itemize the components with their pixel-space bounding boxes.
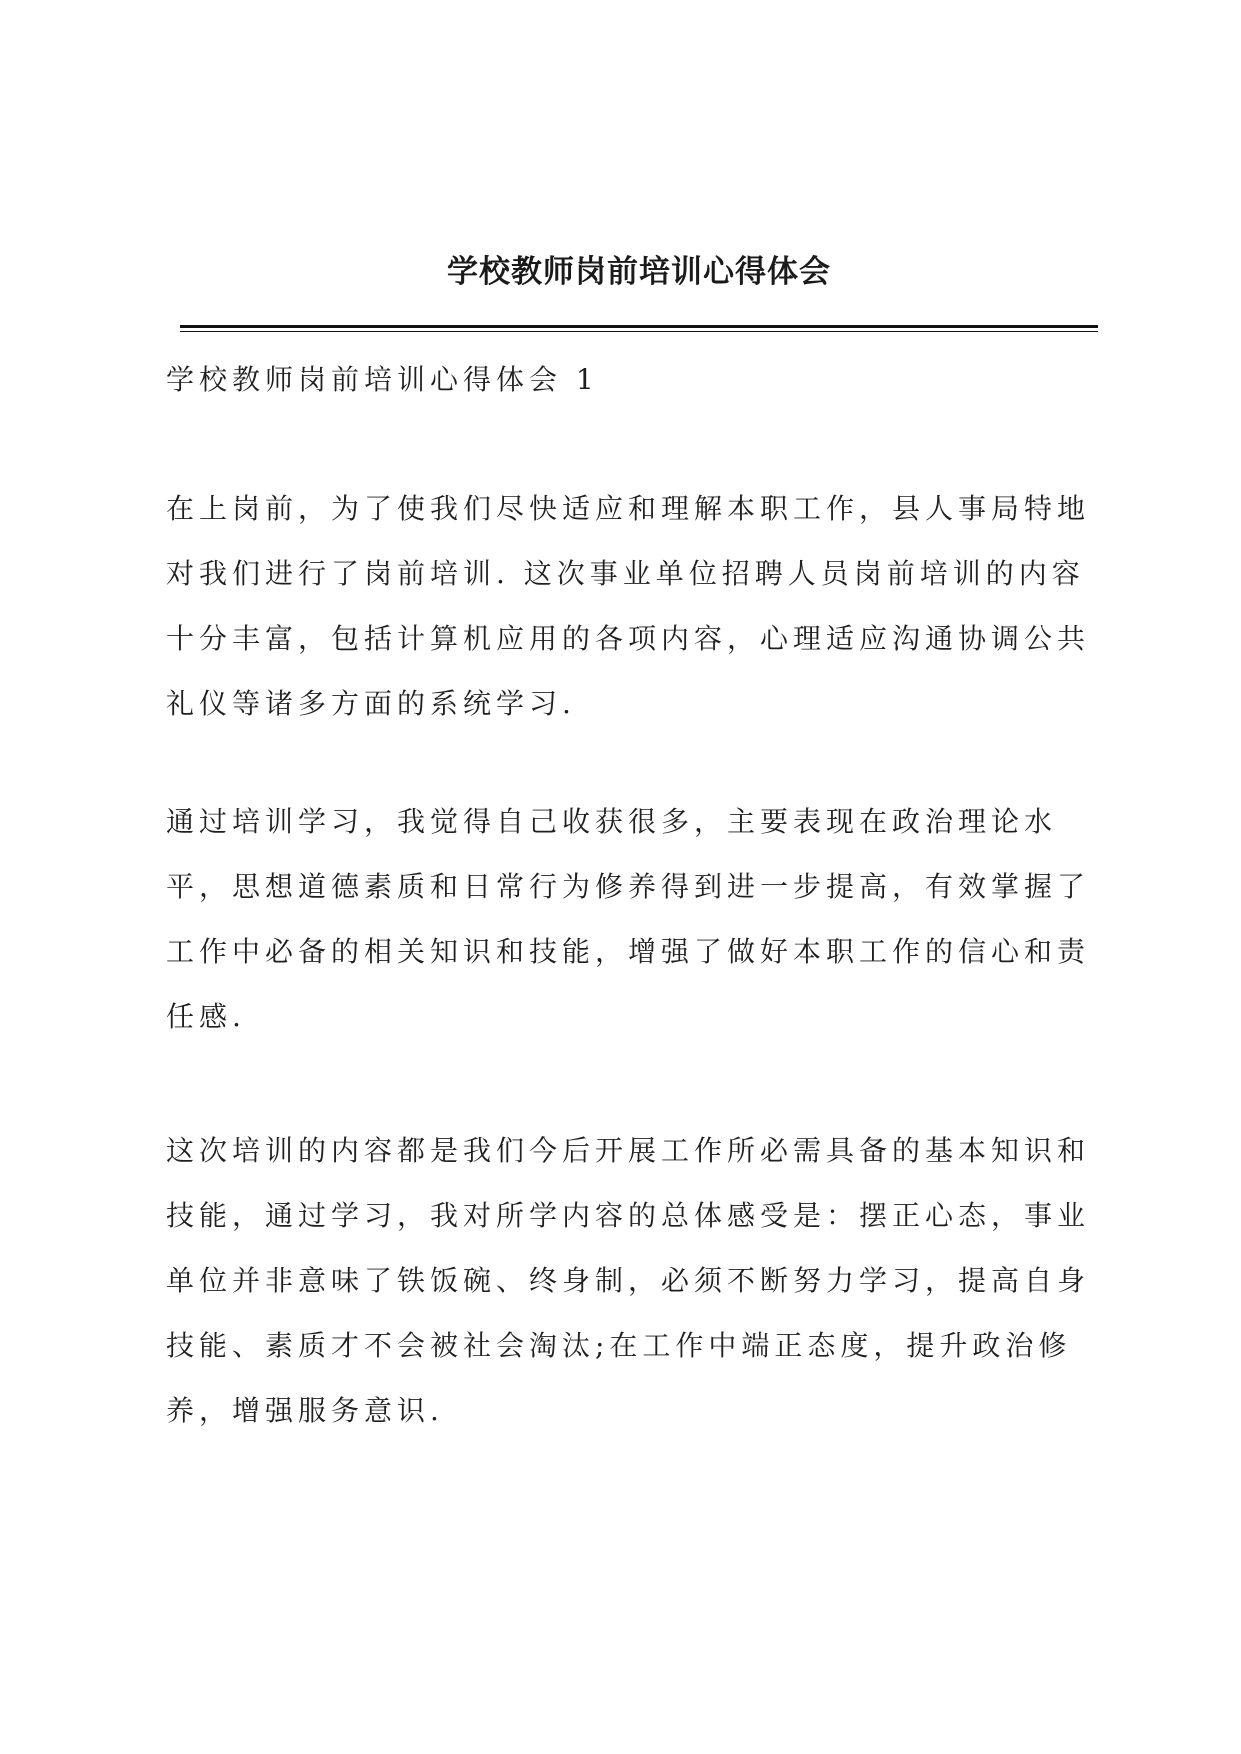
paragraph-line: 对我们进行了岗前培训. 这次事业单位招聘人员岗前培训的内容 (166, 557, 1085, 590)
paragraph-1 (166, 476, 1098, 736)
paragraph-line: 技能、素质才不会被社会淘汰;在工作中端正态度，提升政治修 (166, 1329, 1072, 1362)
paragraph-line: 通过培训学习，我觉得自己收获很多，主要表现在政治理论水 (166, 805, 1058, 838)
title-divider-thick (180, 325, 1098, 328)
paragraph-3 (166, 1118, 1098, 1443)
paragraph-line: 养，增强服务意识. (166, 1394, 444, 1427)
paragraph-2 (166, 789, 1098, 1049)
paragraph-line: 任感. (166, 1000, 246, 1033)
paragraph-line: 工作中必备的相关知识和技能，增强了做好本职工作的信心和责 (166, 935, 1091, 968)
paragraph-line: 平，思想道德素质和日常行为修养得到进一步提高，有效掌握了 (166, 870, 1091, 903)
paragraph-line: 单位并非意味了铁饭碗、终身制，必须不断努力学习，提高自身 (166, 1264, 1091, 1297)
section-heading: 学校教师岗前培训心得体会 1 (166, 363, 599, 396)
paragraph-line: 技能，通过学习，我对所学内容的总体感受是：摆正心态，事业 (166, 1199, 1091, 1232)
paragraph-line: 这次培训的内容都是我们今后开展工作所必需具备的基本知识和 (166, 1134, 1091, 1167)
paragraph-line: 在上岗前，为了使我们尽快适应和理解本职工作，县人事局特地 (166, 492, 1091, 525)
title-divider-thin (180, 331, 1098, 332)
paragraph-line: 礼仪等诸多方面的系统学习. (166, 687, 576, 720)
document-title: 学校教师岗前培训心得体会 (447, 254, 831, 290)
paragraph-line: 十分丰富，包括计算机应用的各项内容，心理适应沟通协调公共 (166, 622, 1091, 655)
